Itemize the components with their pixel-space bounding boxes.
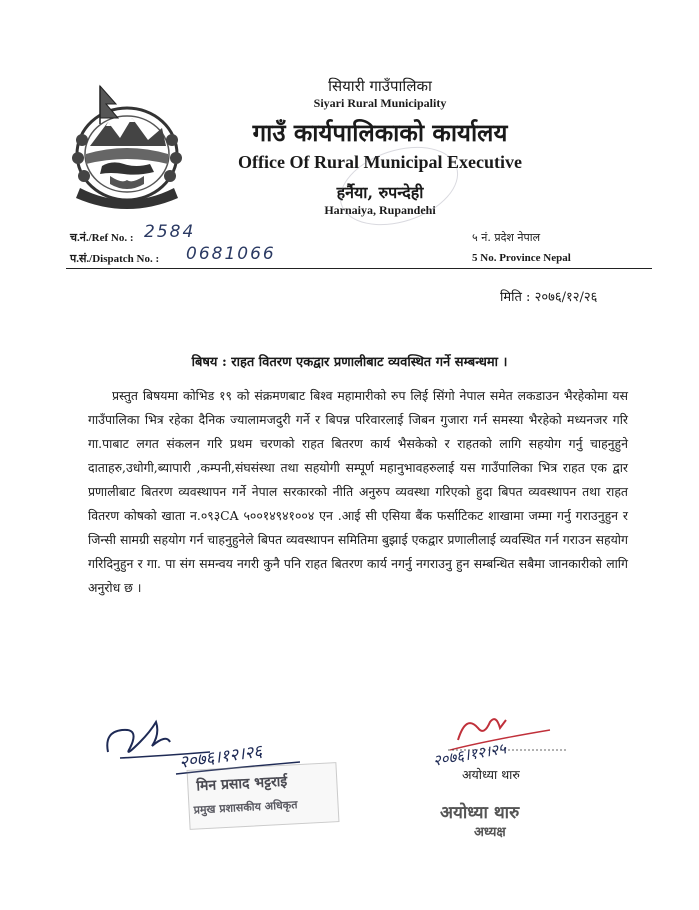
- body-paragraph: प्रस्तुत बिषयमा कोभिड १९ को संक्रमणबाट बिश्व महामारीको रुप लिई सिंगो नेपाल समेत लकडाउन भैरहेकोमा यस गाउँपालिका भित्र रहेका दैनिक ज्यालामजदुरी गर्ने र बिपन्न परिवारलाई जिबन गुजारा गर्न समस्या भैरहेको मध्यनजर गरि गा.पाबाट लगत संकलन गरि प्रथम चरणको राहत बितरण कार्य भैसकेको र राहतको लागि सहयोग गर्नु चाहनुहुने दाताहरु,उधोगी,ब्यापारी ,कम्पनी,संघसंस्था तथा सहयोगी सम्पूर्ण महानुभावहरुलाई यस गाउँपालिका भित्र राहत एक द्वार प्रणालीबाट बितरण व्यवस्थापन गर्ने नेपाल सरकारको नीति अनुरुप व्यवस्था गरिएको हुदा बिपत व्यवस्थापन तथा राहत वितरण कोषको खाता न.०९३CA ५००१४९४१००४ एन .आई सी एसिया बैंक फर्साटिकट शाखामा जम्मा गर्नु गराउनुहुन र जिन्सी सामग्री सहयोग गर्न चाहनुहुनेले बिपत व्यवस्थापन समितिमा बुझाई एकद्वार प्रणालीलाई व्यवस्थित गर्न गराउन सहयोग गरिदिनुहुन र गा. पा संग समन्वय नगरी कुनै पनि राहत बितरण कार्य नगर्नु नगराउनु हुन सम्बन्धित सबैमा जानकारीको लागि अनुरोध छ ।: [88, 388, 628, 595]
- dispatch-number-label: प.सं./Dispatch No. :: [70, 253, 160, 265]
- dispatch-number-value: 0681066: [186, 244, 276, 264]
- ref-number-row: [70, 230, 134, 245]
- dispatch-number-row: [70, 251, 159, 266]
- right-stamp-name: अयोध्या थारु: [440, 803, 520, 823]
- left-stamp-role: प्रमुख प्रशासकीय अधिकृत: [193, 798, 298, 817]
- nepal-government-emblem-icon: [62, 84, 192, 212]
- letter-subject: बिषय : राहत वितरण एकद्वार प्रणालीबाट व्यवस्थित गर्ने सम्बन्धमा ।: [191, 355, 508, 370]
- right-signature-icon: [420, 700, 570, 770]
- letter-body: [88, 384, 628, 600]
- letter-date: मिति : २०७६/१२/२६: [500, 290, 598, 305]
- left-handwritten-date: २०७६।१२।२६: [177, 741, 264, 773]
- right-handwritten-date: २०७६।१२।२५: [431, 739, 508, 770]
- right-signatory-name: अयोध्या थारु: [462, 767, 520, 782]
- province-en: 5 No. Province Nepal: [472, 252, 571, 264]
- office-title-en: Office Of Rural Municipal Executive: [238, 152, 522, 172]
- location-np: हर्नैया, रुपन्देही: [336, 183, 424, 202]
- ref-number-value: 2584: [144, 222, 196, 242]
- header-divider: [66, 268, 652, 269]
- left-official-stamp: [187, 762, 340, 830]
- left-stamp-name: मिन प्रसाद भट्टराई: [195, 773, 288, 795]
- municipality-name-en: Siyari Rural Municipality: [313, 96, 447, 110]
- province-np: ५ नं. प्रदेश नेपाल: [472, 231, 541, 244]
- ref-number-label: च.नं./Ref No. :: [70, 232, 134, 244]
- office-title-np: गाउँ कार्यपालिकाको कार्यालय: [252, 118, 508, 147]
- right-stamp-role: अध्यक्ष: [474, 825, 506, 840]
- municipality-name-np: सियारी गाउँपालिका: [328, 77, 432, 95]
- location-en: Harnaiya, Rupandehi: [324, 203, 436, 217]
